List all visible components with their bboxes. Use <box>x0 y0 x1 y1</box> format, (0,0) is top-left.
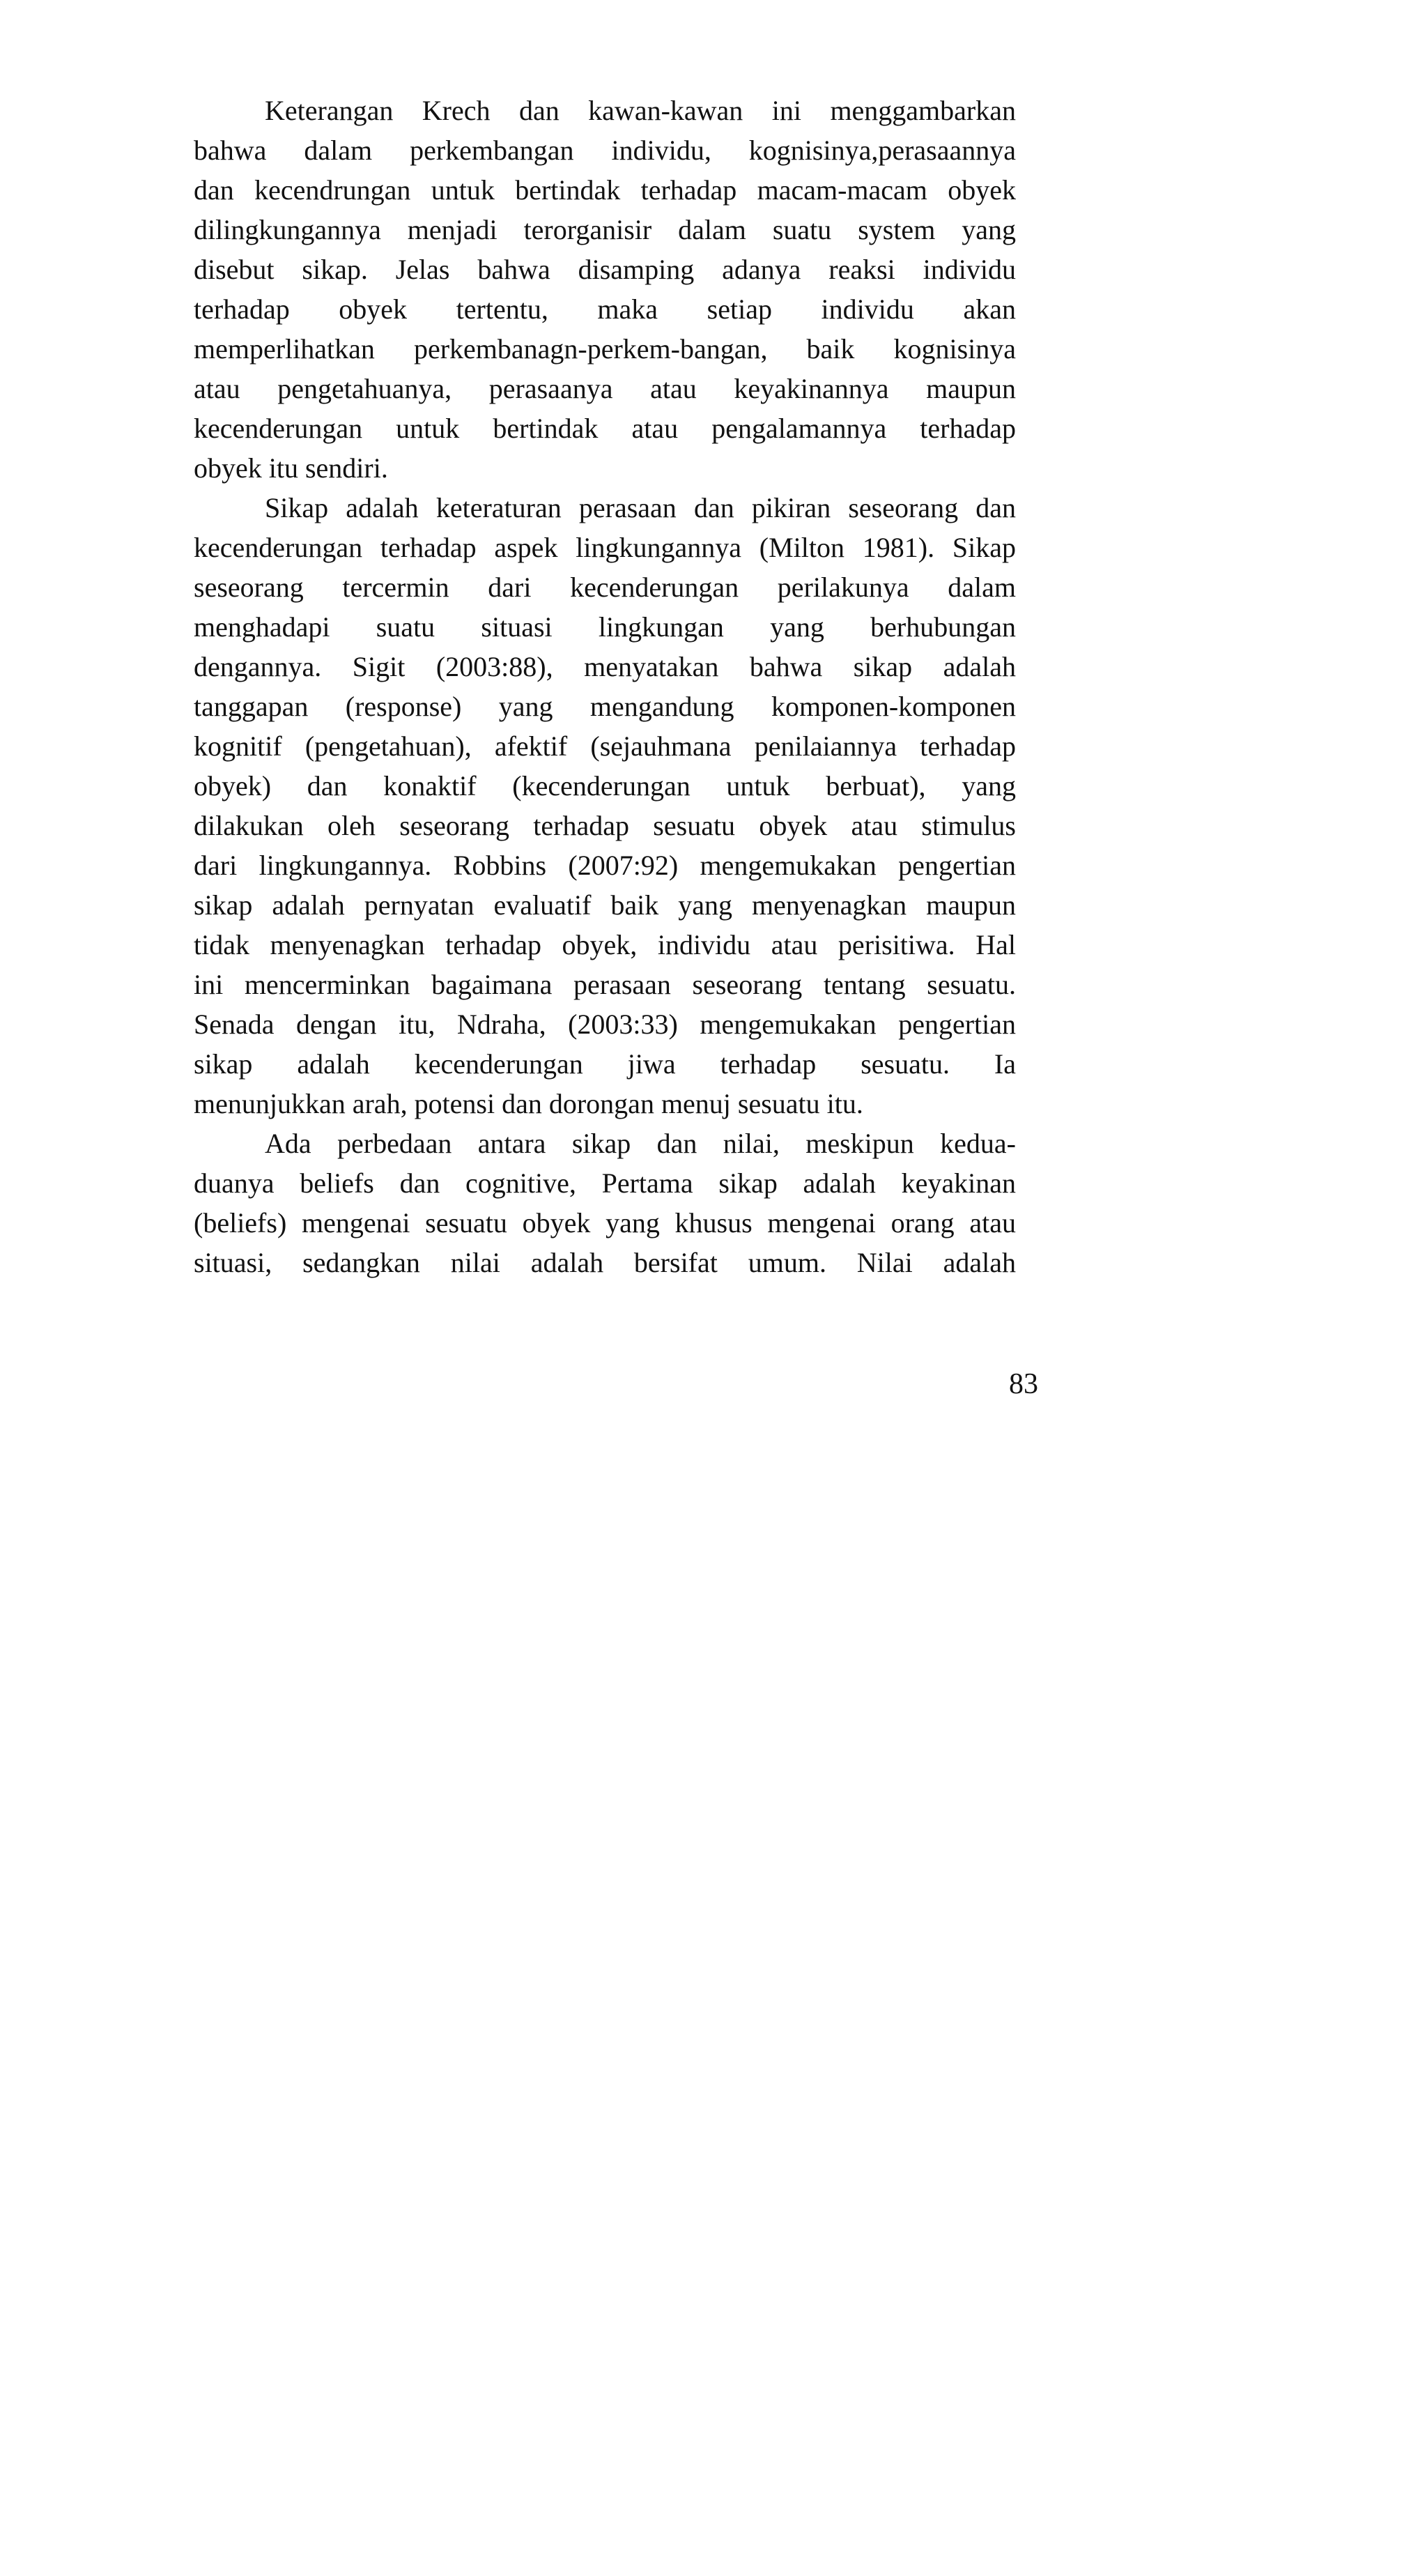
paragraph-1-line-9: kecenderungan untuk bertindak atau pengalamannya terhadap <box>194 413 1016 444</box>
paragraph-2-line-5: dengannya. Sigit (2003:88), menyatakan bahwa sikap adalah <box>194 651 1016 682</box>
paragraph-2-line-15: sikap adalah kecenderungan jiwa terhadap sesuatu. Ia <box>194 1048 1016 1080</box>
page-number: 83 <box>1009 1368 1038 1400</box>
paragraph-2-line-14: Senada dengan itu, Ndraha, (2003:33) mengemukakan pengertian <box>194 1009 1016 1040</box>
paragraph-1-line-4: dilingkungannya menjadi terorganisir dalam suatu system yang <box>194 214 1016 245</box>
paragraph-2-line-4: menghadapi suatu situasi lingkungan yang berhubungan <box>194 611 1016 643</box>
paragraph-3-line-1: Ada perbedaan antara sikap dan nilai, meskipun kedua- <box>265 1128 1016 1159</box>
paragraph-1-line-10: obyek itu sendiri. <box>194 452 388 484</box>
paragraph-1-line-2: bahwa dalam perkembangan individu, kognisinya,perasaannya <box>194 135 1016 166</box>
paragraph-3-line-4: situasi, sedangkan nilai adalah bersifat umum. Nilai adalah <box>194 1247 1016 1278</box>
paragraph-1-line-3: dan kecendrungan untuk bertindak terhadap macam-macam obyek <box>194 174 1016 206</box>
paragraph-2-line-7: kognitif (pengetahuan), afektif (sejauhmana penilaiannya terhadap <box>194 730 1016 762</box>
paragraph-2-line-3: seseorang tercermin dari kecenderungan perilakunya dalam <box>194 572 1016 603</box>
paragraph-3-line-2: duanya beliefs dan cognitive, Pertama sikap adalah keyakinan <box>194 1167 1016 1199</box>
paragraph-2-line-8: obyek) dan konaktif (kecenderungan untuk berbuat), yang <box>194 770 1016 802</box>
paragraph-1-line-5: disebut sikap. Jelas bahwa disamping adanya reaksi individu <box>194 254 1016 285</box>
paragraph-2-line-10: dari lingkungannya. Robbins (2007:92) mengemukakan pengertian <box>194 850 1016 881</box>
paragraph-1-line-1: Keterangan Krech dan kawan-kawan ini menggambarkan <box>265 95 1016 126</box>
paragraph-2-line-9: dilakukan oleh seseorang terhadap sesuatu obyek atau stimulus <box>194 810 1016 841</box>
paragraph-2-line-2: kecenderungan terhadap aspek lingkungannya (Milton 1981). Sikap <box>194 532 1016 563</box>
paragraph-2-line-1: Sikap adalah keteraturan perasaan dan pikiran seseorang dan <box>265 492 1016 523</box>
paragraph-1-line-7: memperlihatkan perkembanagn-perkem-bangan, baik kognisinya <box>194 333 1016 365</box>
paragraph-2-line-11: sikap adalah pernyatan evaluatif baik yang menyenagkan maupun <box>194 889 1016 921</box>
paragraph-2-line-13: ini mencerminkan bagaimana perasaan seseorang tentang sesuatu. <box>194 969 1016 1000</box>
paragraph-3-line-3: (beliefs) mengenai sesuatu obyek yang khusus mengenai orang atau <box>194 1207 1016 1239</box>
paragraph-1-line-6: terhadap obyek tertentu, maka setiap individu akan <box>194 293 1016 325</box>
body-text <box>194 91 1016 1282</box>
paragraph-2-line-6: tanggapan (response) yang mengandung komponen-komponen <box>194 691 1016 722</box>
paragraph-1-line-8: atau pengetahuanya, perasaanya atau keyakinannya maupun <box>194 373 1016 404</box>
paragraph-2-line-16: menunjukkan arah, potensi dan dorongan menuj sesuatu itu. <box>194 1088 863 1119</box>
paragraph-2-line-12: tidak menyenagkan terhadap obyek, individu atau perisitiwa. Hal <box>194 929 1016 960</box>
